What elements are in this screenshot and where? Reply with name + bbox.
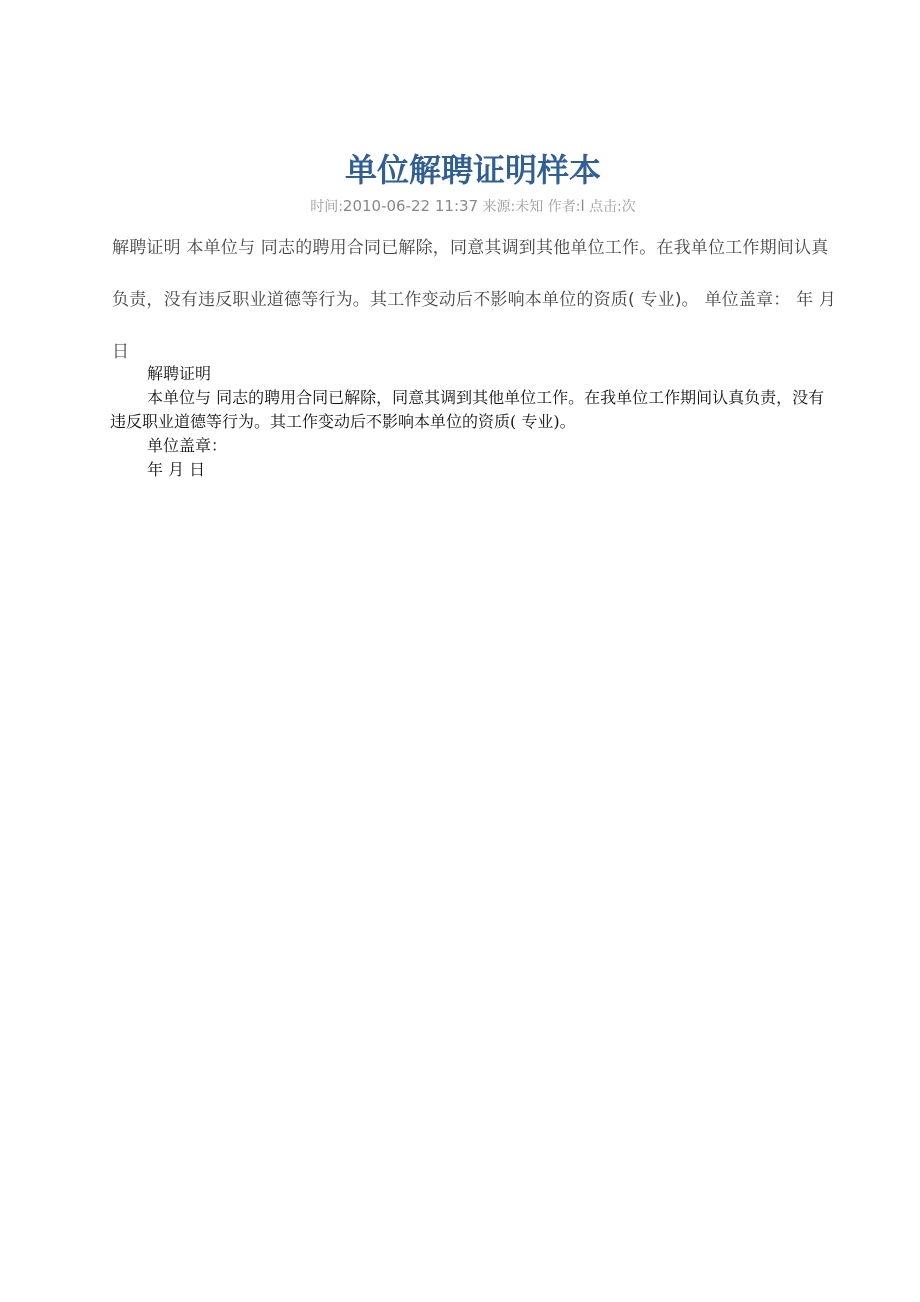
clicks-value: 次 — [621, 199, 636, 215]
article-meta — [0, 194, 920, 219]
author-value: l — [580, 197, 585, 215]
time-value: 2010-06-22 11:37 — [342, 197, 479, 215]
article-summary: 解聘证明 本单位与 同志的聘用合同已解除，同意其调到其他单位工作。在我单位工作期间认真负责，没有违反职业道德等行为。其工作变动后不影响本单位的资质( 专业)。 单位盖章： 年 月 日 — [112, 238, 837, 362]
source-value: 未知 — [515, 199, 544, 215]
time-label: 时间: — [310, 199, 343, 215]
author-label: 作者: — [547, 199, 581, 215]
source-label: 来源: — [482, 199, 516, 215]
clicks-label: 点击: — [589, 199, 622, 215]
article-title: 单位解聘证明样本 — [344, 151, 601, 189]
body-heading: 解聘证明 — [147, 364, 212, 383]
body-date-line: 年 月 日 — [147, 460, 206, 479]
body-paragraph: 本单位与 同志的聘用合同已解除，同意其调到其他单位工作。在我单位工作期间认真负责，没有违反职业道德等行为。其工作变动后不影响本单位的资质( 专业)。 — [110, 388, 825, 431]
body-seal-line: 单位盖章： — [147, 436, 228, 455]
article-body — [110, 362, 830, 482]
